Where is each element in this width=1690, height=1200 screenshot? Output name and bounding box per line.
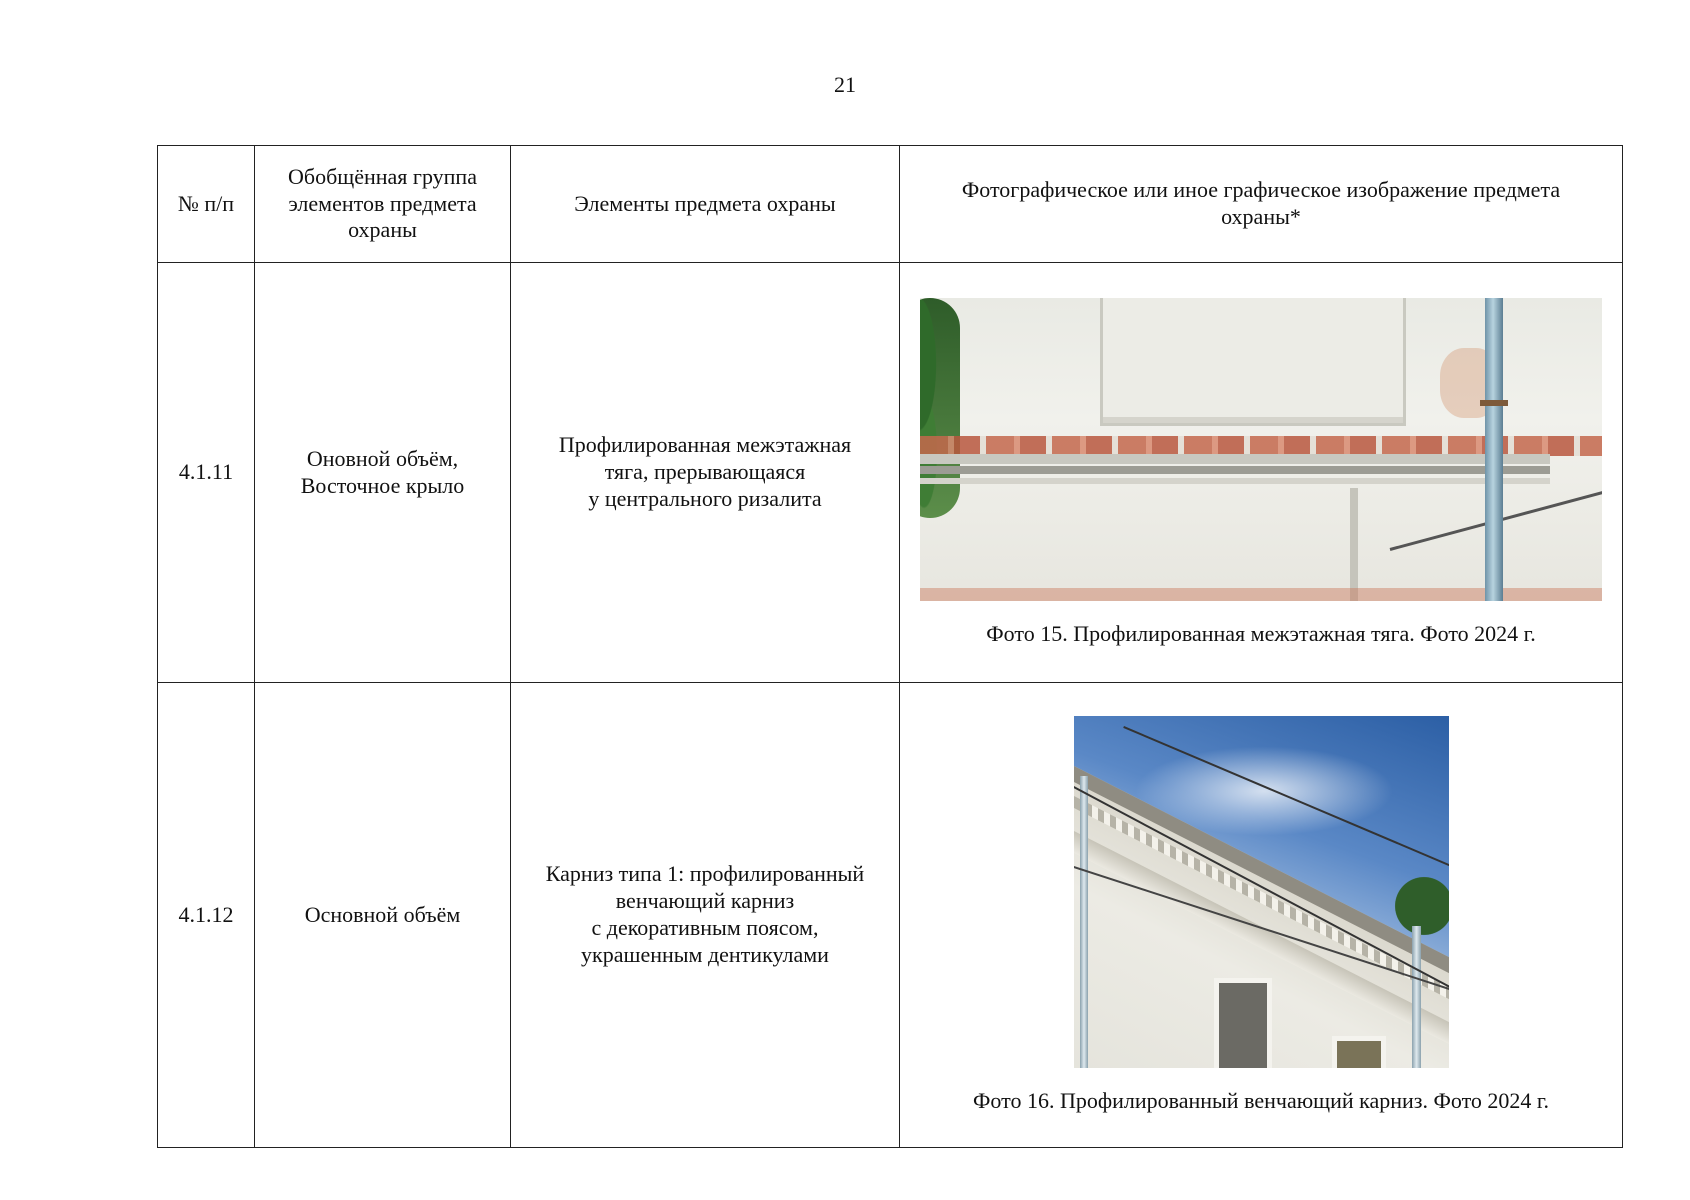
- page-number: 21: [834, 72, 856, 97]
- row-group: Оновной объём, Восточное крыло: [255, 263, 511, 683]
- photo-caption: Фото 16. Профилированный венчающий карниз. Фото 2024 г.: [973, 1087, 1549, 1113]
- table-row: [158, 683, 1623, 1148]
- photo-caption: Фото 15. Профилированная межэтажная тяга. Фото 2024 г.: [986, 620, 1536, 646]
- row-num: 4.1.11: [158, 263, 255, 683]
- protection-elements-table: [157, 145, 1623, 1148]
- header-group: Обобщённая группа элементов предмета охраны: [255, 146, 511, 263]
- table-header-row: [158, 146, 1623, 263]
- header-image: Фотографическое или иное графическое изображение предмета охраны*: [900, 146, 1623, 263]
- table-row: [158, 263, 1623, 683]
- row-elements: Профилированная межэтажная тяга, прерывающаяся у центрального ризалита: [511, 263, 900, 683]
- header-elements: Элементы предмета охраны: [511, 146, 900, 263]
- photo-16-crowning-cornice: [1074, 716, 1449, 1068]
- row-group: Основной объём: [255, 683, 511, 1148]
- row-elements: Карниз типа 1: профилированный венчающий карниз с декоративным поясом, украшенным дентикулами: [511, 683, 900, 1148]
- photo-15-cornice-band: [920, 298, 1602, 601]
- row-num: 4.1.12: [158, 683, 255, 1148]
- row-photo-cell: [900, 263, 1623, 683]
- row-photo-cell: [900, 683, 1623, 1148]
- header-num: № п/п: [158, 146, 255, 263]
